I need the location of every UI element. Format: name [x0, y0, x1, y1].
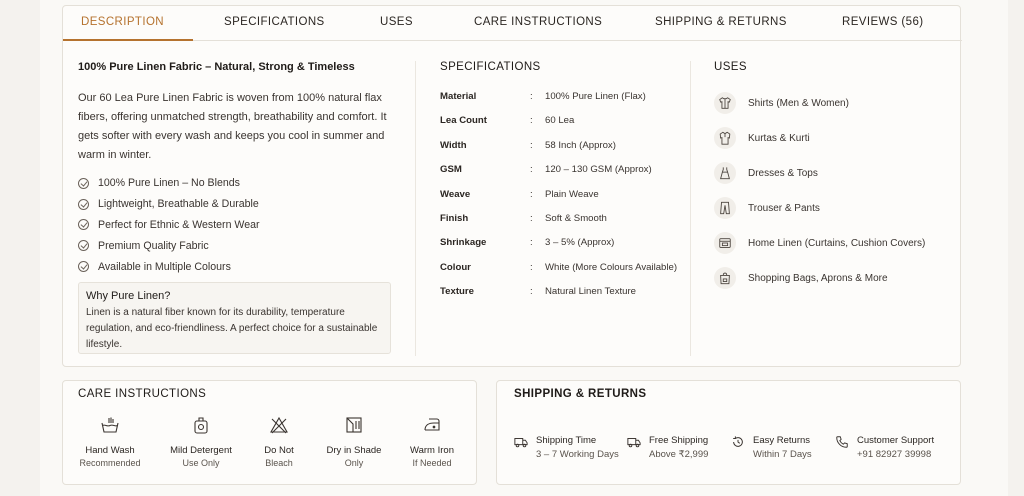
- check-circle-icon: [78, 178, 89, 189]
- spec-label: Texture: [440, 285, 474, 297]
- spec-label: Finish: [440, 212, 469, 224]
- spec-value: 100% Pure Linen (Flax): [545, 90, 646, 102]
- spec-label: Weave: [440, 188, 471, 200]
- spec-row: [440, 112, 574, 128]
- detergent-icon: [191, 415, 211, 435]
- spec-label: Material: [440, 90, 477, 102]
- care-label: Hand Wash: [85, 445, 135, 456]
- list-item: [78, 235, 260, 256]
- tab-uses[interactable]: USES: [380, 16, 413, 28]
- care-item: [161, 415, 241, 469]
- spec-row: [440, 234, 614, 250]
- spec-colon: :: [530, 285, 533, 297]
- shirt-icon: [714, 92, 736, 114]
- spec-colon: :: [530, 139, 533, 151]
- check-circle-icon: [78, 199, 89, 210]
- spec-value: 58 Inch (Approx): [545, 139, 616, 151]
- care-label: Mild Detergent: [170, 445, 232, 456]
- spec-row: [440, 283, 636, 299]
- uses-heading: USES: [714, 61, 747, 73]
- dry-shade-icon: [344, 415, 364, 435]
- spec-colon: :: [530, 212, 533, 224]
- shopping-bag-icon: [714, 267, 736, 289]
- why-linen-title: Why Pure Linen?: [86, 290, 171, 302]
- care-item: [314, 415, 394, 469]
- column-divider: [415, 61, 416, 356]
- care-sub: Use Only: [182, 458, 220, 468]
- tab-care-instructions[interactable]: CARE INSTRUCTIONS: [474, 16, 603, 28]
- hand-wash-icon: [100, 415, 120, 435]
- care-sub: Bleach: [265, 458, 293, 468]
- free-shipping-icon: [627, 435, 641, 449]
- spec-value: Soft & Smooth: [545, 212, 607, 224]
- spec-row: [440, 210, 607, 226]
- shipping-item: [731, 434, 812, 463]
- check-circle-icon: [78, 240, 89, 251]
- why-linen-text: Linen is a natural fiber known for its durability, temperature regulation, and eco-friendliness. A perfect choice for a sustainable lifestyle.: [86, 307, 378, 350]
- spec-colon: :: [530, 236, 533, 248]
- spec-colon: :: [530, 114, 533, 126]
- spec-label: Shrinkage: [440, 236, 487, 248]
- use-item: [714, 162, 818, 184]
- spec-colon: :: [530, 261, 533, 273]
- care-label: Dry in Shade: [326, 445, 382, 456]
- tab-description[interactable]: DESCRIPTION: [81, 16, 164, 28]
- list-item: [78, 194, 260, 215]
- shipping-returns-card: [496, 380, 961, 485]
- dress-icon: [714, 162, 736, 184]
- use-label: Kurtas & Kurti: [748, 132, 810, 144]
- spec-label: Colour: [440, 261, 471, 273]
- phone-icon: [835, 435, 849, 449]
- shipping-heading: SHIPPING & RETURNS: [514, 388, 647, 400]
- tab-shipping-returns[interactable]: SHIPPING & RETURNS: [655, 16, 787, 28]
- spec-colon: :: [530, 90, 533, 102]
- use-item: [714, 127, 810, 149]
- spec-row: [440, 161, 652, 177]
- shipping-label: Free Shipping: [649, 435, 709, 446]
- use-label: Shopping Bags, Aprons & More: [748, 272, 888, 284]
- iron-icon: [422, 415, 442, 435]
- active-tab-indicator: [63, 39, 193, 41]
- spec-value: 60 Lea: [545, 114, 575, 126]
- feature-list: [78, 173, 260, 277]
- home-linen-icon: [714, 232, 736, 254]
- shipping-sub: +91 82927 39998: [857, 449, 932, 460]
- description-body: Our 60 Lea Pure Linen Fabric is woven from 100% natural flax fibers, offering unmatched strength, breathability and comfort. It gets softer with every wash and keeps you cool in summer and warm in winter.: [78, 92, 387, 161]
- spec-label: GSM: [440, 163, 462, 175]
- spec-row: [440, 186, 599, 202]
- kurta-icon: [714, 127, 736, 149]
- why-linen-box: [78, 282, 391, 354]
- shipping-sub: Above ₹2,999: [649, 449, 709, 460]
- spec-value: 120 – 130 GSM (Approx): [545, 163, 652, 175]
- returns-icon: [731, 435, 745, 449]
- feature-text: Perfect for Ethnic & Western Wear: [98, 218, 260, 231]
- tab-reviews[interactable]: REVIEWS (56): [842, 16, 924, 28]
- page: [40, 0, 1008, 496]
- spec-row: [440, 259, 677, 275]
- specifications-heading: SPECIFICATIONS: [440, 61, 541, 73]
- spec-row: [440, 88, 646, 104]
- product-details-card: [62, 5, 961, 367]
- use-label: Home Linen (Curtains, Cushion Covers): [748, 237, 926, 249]
- feature-text: Lightweight, Breathable & Durable: [98, 198, 259, 211]
- care-label: Do Not: [264, 445, 294, 456]
- tab-specifications[interactable]: SPECIFICATIONS: [224, 16, 325, 28]
- spec-row: [440, 137, 616, 153]
- care-sub: Only: [344, 458, 364, 468]
- feature-text: Available in Multiple Colours: [98, 260, 231, 273]
- trouser-icon: [714, 197, 736, 219]
- check-circle-icon: [78, 219, 89, 230]
- care-label: Warm Iron: [410, 445, 454, 456]
- shipping-label: Customer Support: [857, 435, 935, 446]
- use-item: [714, 232, 925, 254]
- use-label: Trouser & Pants: [748, 202, 820, 214]
- column-divider: [690, 61, 691, 356]
- care-heading: CARE INSTRUCTIONS: [78, 388, 207, 400]
- use-item: [714, 197, 820, 219]
- shipping-label: Shipping Time: [536, 435, 597, 446]
- shipping-item: [514, 434, 619, 463]
- spec-label: Lea Count: [440, 114, 487, 126]
- list-item: [78, 256, 260, 277]
- list-item: [78, 173, 260, 194]
- shipping-sub: Within 7 Days: [753, 449, 812, 460]
- spec-colon: :: [530, 188, 533, 200]
- check-circle-icon: [78, 261, 89, 272]
- spec-colon: :: [530, 163, 533, 175]
- truck-icon: [514, 435, 528, 449]
- shipping-item: [627, 434, 708, 463]
- spec-value: 3 – 5% (Approx): [545, 236, 615, 248]
- shipping-item: [835, 434, 934, 463]
- feature-text: 100% Pure Linen – No Blends: [98, 177, 240, 190]
- spec-value: White (More Colours Available): [545, 261, 678, 273]
- use-item: [714, 267, 888, 289]
- care-item: [70, 415, 150, 469]
- feature-text: Premium Quality Fabric: [98, 239, 209, 252]
- use-label: Dresses & Tops: [748, 167, 818, 179]
- use-item: [714, 92, 849, 114]
- use-label: Shirts (Men & Women): [748, 97, 849, 109]
- spec-value: Plain Weave: [545, 188, 599, 200]
- list-item: [78, 215, 260, 236]
- spec-label: Width: [440, 139, 467, 151]
- care-instructions-card: [62, 380, 477, 485]
- shipping-label: Easy Returns: [753, 435, 811, 446]
- care-item: [392, 415, 472, 469]
- spec-value: Natural Linen Texture: [545, 285, 637, 297]
- no-bleach-icon: [269, 415, 289, 435]
- care-item: [239, 415, 319, 469]
- description-title: 100% Pure Linen Fabric – Natural, Strong & Timeless: [78, 61, 355, 73]
- care-sub: Recommended: [79, 458, 141, 468]
- shipping-sub: 3 – 7 Working Days: [536, 449, 619, 460]
- care-sub: If Needed: [412, 458, 452, 468]
- tab-bar: [63, 6, 962, 41]
